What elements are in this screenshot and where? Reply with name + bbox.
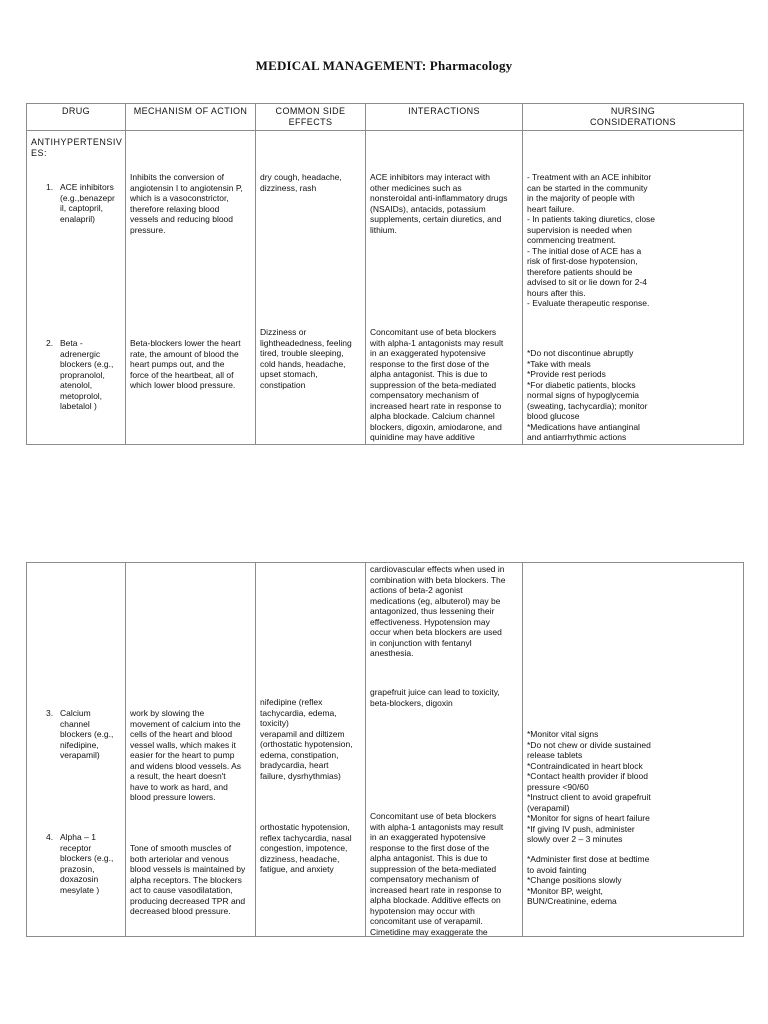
- drug-number: 1.: [46, 182, 54, 192]
- nursing-calcium: *Monitor vital signs *Do not chew or divide sustained release tablets *Contraindicated in heart block *Contact health provider if blood pressure <90/60 *Instruct client to avoid grapefruit (verapamil) *Monitor for signs of heart failure *If giving IV push, administer slowly over 2 – 3 minutes: [527, 729, 651, 844]
- mechanism-ace: Inhibits the conversion of angiotensin I to angiotensin P, which is a vasoconstrictor, therefore relaxing blood vessels and reducing blood pressure.: [130, 172, 243, 235]
- header-drug: DRUG: [27, 104, 126, 131]
- drug-number: 2.: [46, 338, 54, 348]
- nursing-ace: - Treatment with an ACE inhibitor can be started in the community in the majority of people with heart failure. - In patients taking diuretics, close supervision is needed when commencing treatment. - The initial dose of ACE has a risk of first-dose hypotension, therefore patients should be advised to sit or lie down for 2-4 hours after this. - Evaluate therapeutic response.: [527, 172, 656, 308]
- drug-cell: [27, 131, 125, 444]
- interactions-alpha: Concomitant use of beta blockers with alpha-1 antagonists may result in an exaggerated hypotensive response to the first dose of the alpha antagonist. This is due to suppression of the beta-mediated compensatory mechanism of increased heart rate in response to alpha blockade. Additive effects on hypotension may occur with concomitant use of verapamil. Cimetidine may exaggerate the: [370, 811, 504, 936]
- mechanism-cell: [126, 131, 255, 444]
- drug-name-ace-inhibitors: ACE inhibitors (e.g.,benazepr il, captopril, enalapril): [60, 182, 115, 224]
- nursing-cell: [523, 563, 743, 936]
- side-effects-cell: [256, 131, 365, 444]
- nursing-alpha: *Administer first dose at bedtime to avoid fainting *Change positions slowly *Monitor BP, weight, BUN/Creatinine, edema: [527, 854, 650, 906]
- side-effects-cell: [256, 563, 365, 936]
- mechanism-cell: [126, 563, 255, 936]
- group-label-antihypertensives: ANTIHYPERTENSIV ES:: [31, 137, 123, 158]
- drug-cell: [27, 563, 125, 936]
- drug-name-calcium-channel-blockers: Calcium channel blockers (e.g., nifedipine, verapamil): [60, 708, 114, 760]
- header-side-effects: COMMON SIDE EFFECTS: [256, 104, 366, 131]
- side-effects-ace: dry cough, headache, dizziness, rash: [260, 172, 342, 193]
- side-effects-beta: Dizziness or lightheadedness, feeling tired, trouble sleeping, cold hands, headache, upset stomach, constipation: [260, 327, 352, 390]
- header-interactions: INTERACTIONS: [366, 104, 523, 131]
- nursing-cell: [523, 131, 743, 444]
- interactions-beta: Concomitant use of beta blockers with alpha-1 antagonists may result in an exaggerated hypotensive response to the first dose of the alpha antagonist. This is due to suppression of the beta-mediated compensatory mechanism of increased heart rate in response to alpha blockade. Calcium channel blockers, digoxin, amiodarone, and quinidine may have additive: [370, 327, 504, 442]
- table-row-content: [27, 563, 744, 937]
- mechanism-beta: Beta-blockers lower the heart rate, the amount of blood the heart pumps out, and the force of the heartbeat, all of which lower blood pressure.: [130, 338, 241, 390]
- interactions-ace: ACE inhibitors may interact with other medicines such as nonsteroidal anti-inflammatory drugs (NSAIDs), antacids, potassium supplements, certain diuretics, and lithium.: [370, 172, 508, 235]
- table-row-content: [27, 131, 744, 445]
- drug-number: 4.: [46, 832, 54, 842]
- interactions-cell: [366, 131, 522, 444]
- interactions-calcium: grapefruit juice can lead to toxicity, beta-blockers, digoxin: [370, 687, 500, 708]
- header-nursing: NURSING CONSIDERATIONS: [523, 104, 744, 131]
- interactions-cell: [366, 563, 522, 936]
- interactions-beta-continued: cardiovascular effects when used in combination with beta blockers. The actions of beta-2 agonist medications (eg, albuterol) may be antagonized, thus lessening their effectiveness. Hypotension may occur when beta blockers are used in conjunction with fentanyl anesthesia.: [370, 564, 506, 658]
- header-mechanism: MECHANISM OF ACTION: [126, 104, 256, 131]
- mechanism-alpha: Tone of smooth muscles of both arteriolar and venous blood vessels is maintained by alpha receptors. The blockers act to cause vasodilatation, producing decreased TPR and decreased blood pressure.: [130, 843, 246, 916]
- side-effects-calcium: nifedipine (reflex tachycardia, edema, toxicity) verapamil and diltizem (orthostatic hypotension, edema, constipation, bradycardia, heart failure, dysrhythmias): [260, 697, 353, 781]
- drug-name-alpha-blockers: Alpha – 1 receptor blockers (e.g., prazosin, doxazosin mesylate ): [60, 832, 114, 895]
- mechanism-calcium: work by slowing the movement of calcium into the cells of the heart and blood vessel walls, which makes it easier for the heart to pump and widens blood vessels. As a result, the heart doesn't have to work as hard, and blood pressure lowers.: [130, 708, 242, 802]
- drug-number: 3.: [46, 708, 54, 718]
- pharmacology-table-part-1: [26, 103, 744, 445]
- drug-name-beta-blockers: Beta - adrenergic blockers (e.g., propranolol, atenolol, metoprolol, labetalol ): [60, 338, 114, 411]
- document-title: MEDICAL MANAGEMENT: Pharmacology: [255, 58, 513, 73]
- header-row: [27, 104, 744, 131]
- side-effects-alpha: orthostatic hypotension, reflex tachycardia, nasal congestion, impotence, dizziness, headache, fatigue, and anxiety: [260, 822, 352, 874]
- pharmacology-table-part-2: [26, 562, 744, 937]
- nursing-beta: *Do not discontinue abruptly *Take with meals *Provide rest periods *For diabetic patients, blocks normal signs of hypoglycemia (sweating, tachycardia); monitor blood glucose *Medications have antianginal and antiarrhythmic actions: [527, 348, 648, 442]
